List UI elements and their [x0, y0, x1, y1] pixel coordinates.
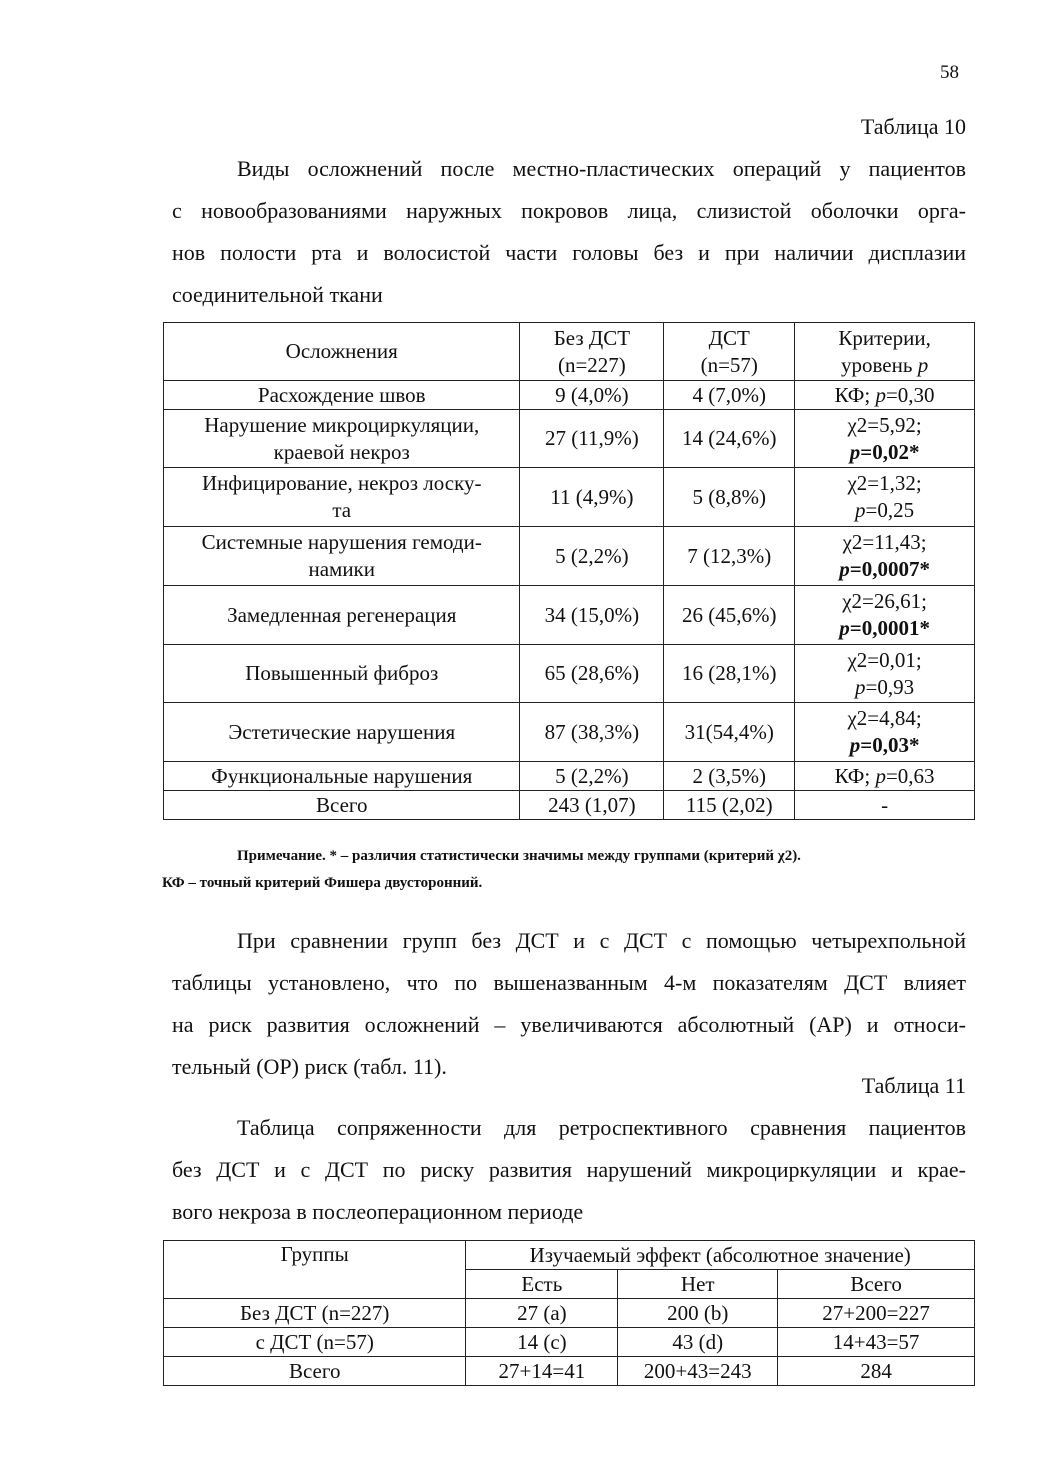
- cell-no-dst: 27 (11,9%): [520, 410, 664, 468]
- cell-group: Всего: [164, 1357, 466, 1386]
- cell-dst: 7 (12,3%): [664, 527, 795, 586]
- subheader-no: Нет: [618, 1270, 778, 1299]
- note-line: Примечание. * – различия статистически значимы между группами (критерий χ2).: [237, 848, 801, 864]
- table-row: [164, 527, 975, 586]
- cell-dst: 31(54,4%): [664, 703, 795, 762]
- table11-label: Таблица 11: [861, 1073, 966, 1098]
- cell-dst: 16 (28,1%): [664, 645, 795, 703]
- cell-criteria: χ2=4,84; p=0,03*: [795, 703, 975, 762]
- row-name: Повышенный фиброз: [164, 645, 520, 703]
- table-row: [164, 1299, 975, 1328]
- cell-group: с ДСТ (n=57): [164, 1328, 466, 1357]
- body-line: При сравнении групп без ДСТ и с ДСТ с помощью четырехпольной: [237, 928, 966, 953]
- header-complications: Осложнения: [164, 323, 520, 381]
- contingency-table: [163, 1240, 975, 1386]
- body-line: тельный (ОР) риск (табл. 11).: [172, 1054, 447, 1079]
- row-name: Расхождение швов: [164, 381, 520, 410]
- table-header-row: [164, 323, 975, 381]
- table10-note: [162, 843, 972, 897]
- cell-no-dst: 5 (2,2%): [520, 527, 664, 586]
- row-name: Эстетические нарушения: [164, 703, 520, 762]
- cell-dst: 4 (7,0%): [664, 381, 795, 410]
- cell-no: 200 (b): [618, 1299, 778, 1328]
- cell-criteria: КФ; p=0,30: [795, 381, 975, 410]
- cell-no-dst: 87 (38,3%): [520, 703, 664, 762]
- cell-no-dst: 65 (28,6%): [520, 645, 664, 703]
- cell-criteria: χ2=0,01; p=0,93: [795, 645, 975, 703]
- cell-criteria: χ2=5,92; p=0,02*: [795, 410, 975, 468]
- cell-criteria: χ2=11,43; p=0,0007*: [795, 527, 975, 586]
- table-row: [164, 1328, 975, 1357]
- table10-caption-line: соединительной ткани: [172, 282, 383, 307]
- header-dst: ДСТ (n=57): [664, 323, 795, 381]
- header-effect: Изучаемый эффект (абсолютное значение): [466, 1241, 975, 1270]
- table11-caption: [172, 1107, 966, 1233]
- table11-caption-line: Таблица сопряженности для ретроспективного сравнения пациентов: [237, 1115, 966, 1140]
- cell-no: 200+43=243: [618, 1357, 778, 1386]
- cell-total: 27+200=227: [778, 1299, 975, 1328]
- table-row: [164, 410, 975, 468]
- cell-no: 43 (d): [618, 1328, 778, 1357]
- table-row: [164, 468, 975, 527]
- table-row: [164, 586, 975, 645]
- table11-caption-line: вого некроза в послеоперационном периоде: [172, 1199, 584, 1224]
- cell-dst: 2 (3,5%): [664, 762, 795, 791]
- cell-dst: 5 (8,8%): [664, 468, 795, 527]
- cell-dst: 14 (24,6%): [664, 410, 795, 468]
- table-row: [164, 762, 975, 791]
- table10-caption-line: с новообразованиями наружных покровов лица, слизистой оболочки орга-: [172, 198, 966, 223]
- table-row: [164, 1357, 975, 1386]
- cell-no-dst: 9 (4,0%): [520, 381, 664, 410]
- row-name: Системные нарушения гемоди- намики: [164, 527, 520, 586]
- page-number: 58: [940, 62, 959, 83]
- table-row: [164, 703, 975, 762]
- table-row: [164, 381, 975, 410]
- row-name: Замедленная регенерация: [164, 586, 520, 645]
- cell-no-dst: 34 (15,0%): [520, 586, 664, 645]
- cell-dst: 115 (2,02): [664, 791, 795, 820]
- table-header-row: [164, 1241, 975, 1270]
- row-name: Всего: [164, 791, 520, 820]
- cell-criteria: КФ; p=0,63: [795, 762, 975, 791]
- cell-group: Без ДСТ (n=227): [164, 1299, 466, 1328]
- cell-total: 14+43=57: [778, 1328, 975, 1357]
- cell-no-dst: 11 (4,9%): [520, 468, 664, 527]
- cell-total: 284: [778, 1357, 975, 1386]
- table10-label: Таблица 10: [860, 114, 966, 139]
- header-criteria: Критерии, уровень p: [795, 323, 975, 381]
- note-line: КФ – точный критерий Фишера двусторонний.: [162, 875, 483, 891]
- cell-criteria: χ2=26,61; p=0,0001*: [795, 586, 975, 645]
- row-name: Нарушение микроциркуляции, краевой некроз: [164, 410, 520, 468]
- cell-dst: 26 (45,6%): [664, 586, 795, 645]
- cell-criteria: -: [795, 791, 975, 820]
- cell-yes: 27 (a): [466, 1299, 618, 1328]
- table-row: [164, 645, 975, 703]
- table10-caption-line: нов полости рта и волосистой части головы без и при наличии дисплазии: [172, 240, 966, 265]
- subheader-yes: Есть: [466, 1270, 618, 1299]
- body-paragraph: [172, 920, 966, 1088]
- cell-yes: 27+14=41: [466, 1357, 618, 1386]
- cell-no-dst: 5 (2,2%): [520, 762, 664, 791]
- body-line: таблицы установлено, что по вышеназванным 4-м показателям ДСТ влияет: [172, 970, 966, 995]
- header-no-dst: Без ДСТ (n=227): [520, 323, 664, 381]
- row-name: Инфицирование, некроз лоску- та: [164, 468, 520, 527]
- cell-no-dst: 243 (1,07): [520, 791, 664, 820]
- complications-table: [163, 322, 975, 820]
- cell-criteria: χ2=1,32; p=0,25: [795, 468, 975, 527]
- cell-yes: 14 (c): [466, 1328, 618, 1357]
- table10-caption: [172, 148, 966, 316]
- table-row: [164, 791, 975, 820]
- header-groups: Группы: [164, 1241, 466, 1299]
- subheader-total: Всего: [778, 1270, 975, 1299]
- table10-caption-line: Виды осложнений после местно-пластических операций у пациентов: [237, 156, 966, 181]
- body-line: на риск развития осложнений – увеличиваются абсолютный (АР) и относи-: [172, 1012, 966, 1037]
- table11-caption-line: без ДСТ и с ДСТ по риску развития нарушений микроциркуляции и крае-: [172, 1157, 966, 1182]
- row-name: Функциональные нарушения: [164, 762, 520, 791]
